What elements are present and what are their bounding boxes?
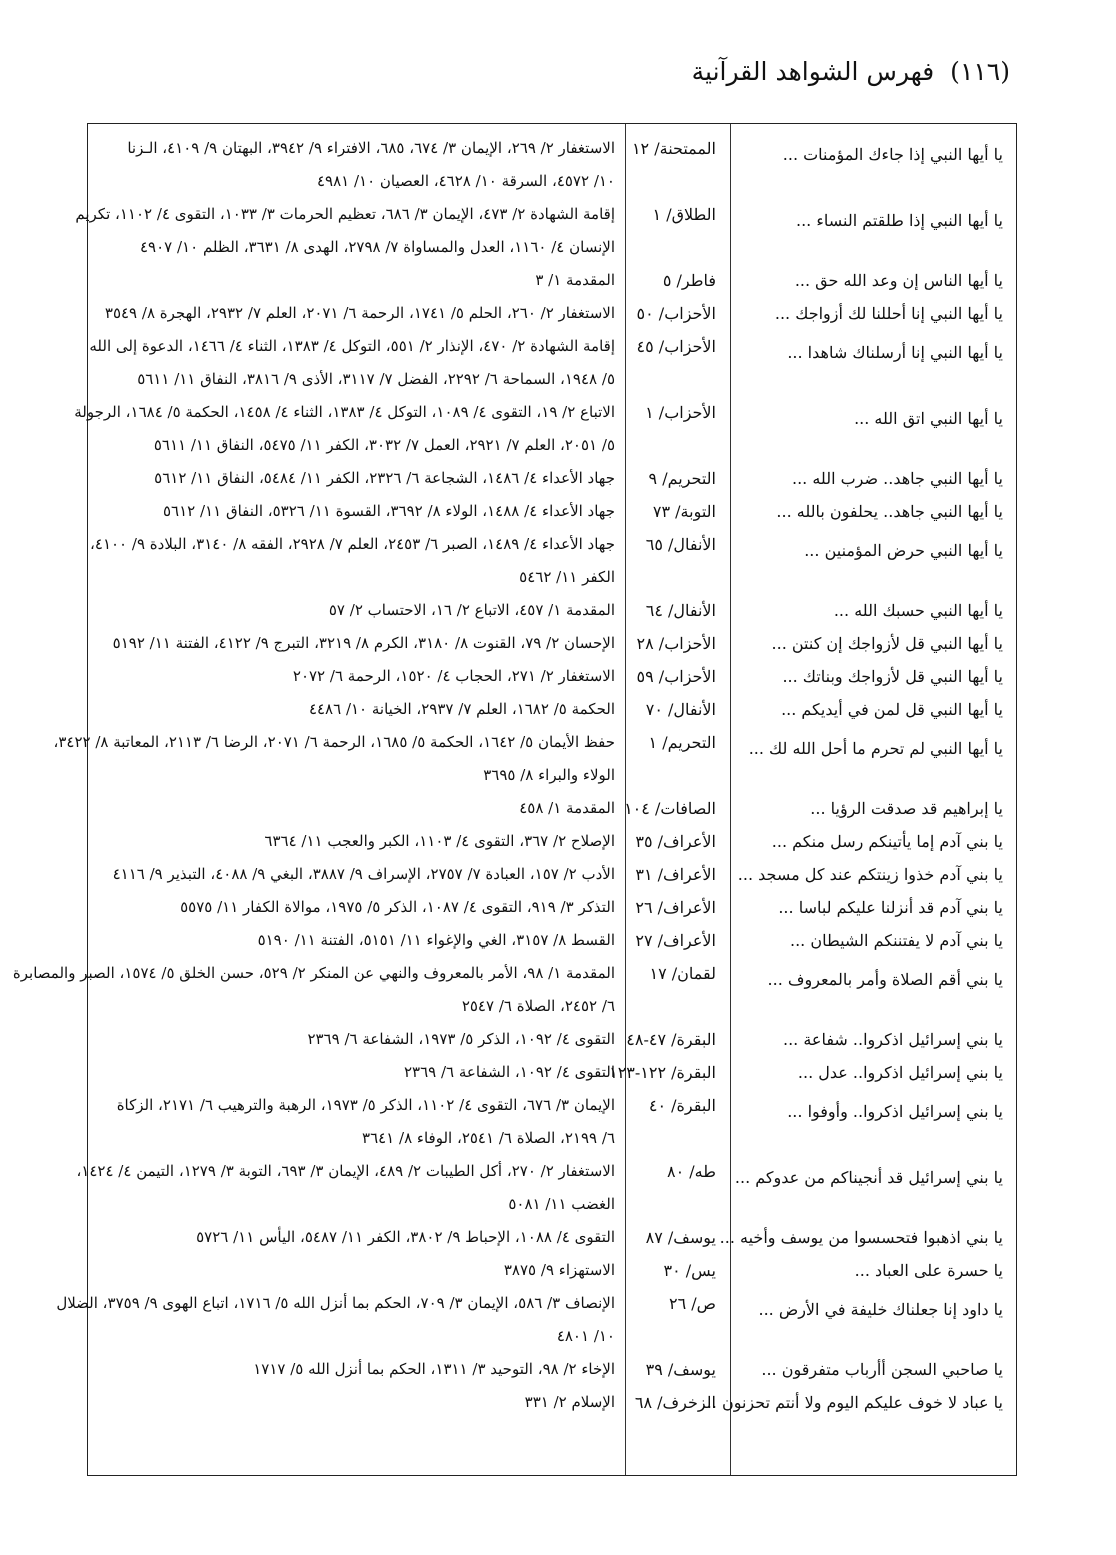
table-row [56, 1287, 1016, 1353]
surah-reference: الأحزاب/ ٥٩ [636, 667, 716, 686]
topic-references-line: ١٠/ ٤٥٧٢، السرقة ١٠/ ٤٦٢٨، العصيان ١٠/ ٤٩٨١ [316, 172, 615, 190]
table-row [88, 1023, 1016, 1056]
topic-references-line: جهاد الأعداء ٤/ ١٤٨٩، الصبر ٦/ ٢٤٥٣، العلم ٧/ ٢٩٢٨، الفقه ٨/ ٣١٤٠، البلادة ٩/ ٤١٠٠، [90, 535, 615, 553]
table-row [88, 297, 1016, 330]
table-rows [12, 132, 1016, 1419]
surah-reference: الأنفال/ ٧٠ [645, 700, 716, 719]
table-row [88, 693, 1016, 726]
topic-references-line: الغضب ١١/ ٥٠٨١ [508, 1195, 615, 1213]
surah-reference: التحريم/ ١ [648, 733, 716, 752]
topic-references [88, 495, 625, 528]
topic-references-line: الإنسان ٤/ ١١٦٠، العدل والمساواة ٧/ ٢٧٩٨، الهدى ٨/ ٣٦٣١، الظلم ١٠/ ٤٩٠٧ [139, 238, 615, 256]
topic-references-line: التقوى ٤/ ١٠٨٨، الإحباط ٩/ ٣٨٠٢، الكفر ١١/ ٥٤٨٧، اليأس ١١/ ٥٧٢٦ [196, 1228, 615, 1246]
topic-references-line: التقوى ٤/ ١٠٩٢، الشفاعة ٦/ ٢٣٦٩ [403, 1063, 615, 1081]
table-row [88, 660, 1016, 693]
topic-references-line: المقدمة ١/ ٤٥٨ [519, 799, 615, 817]
topic-references [12, 957, 625, 1023]
surah-reference: البقرة/ ٤٧-٤٨ [626, 1030, 716, 1049]
surah-reference: يوسف/ ٣٩ [645, 1360, 716, 1379]
topic-references-line: الكفر ١١/ ٥٤٦٢ [519, 568, 615, 586]
topic-references [88, 1221, 625, 1254]
surah-reference: الأحزاب/ ٥٠ [636, 304, 716, 323]
surah-reference: الأعراف/ ٣١ [635, 865, 716, 884]
surah-reference: فاطر/ ٥ [662, 271, 716, 290]
topic-references [88, 693, 625, 726]
table-row [88, 924, 1016, 957]
verse-text: يا بني آدم خذوا زينتكم عند كل مسجد ... [737, 865, 1003, 884]
topic-references-line: التذكر ٣/ ٩١٩، التقوى ٤/ ١٠٨٧، الذكر ٥/ ١٩٧٥، موالاة الكفار ١١/ ٥٥٧٥ [180, 898, 615, 916]
topic-references-line: المقدمة ١/ ٣ [535, 271, 615, 289]
topic-references-line: الإيمان ٣/ ٦٧٦، التقوى ٤/ ١١٠٢، الذكر ٥/ ١٩٧٣، الرهبة والترهيب ٦/ ٢١٧١، الزكاة [116, 1096, 615, 1114]
topic-references [53, 726, 625, 792]
topic-references-line: المقدمة ١/ ٩٨، الأمر بالمعروف والنهي عن المنكر ٢/ ٥٢٩، حسن الخلق ٥/ ١٥٧٤، الصبر والمصابرة [12, 964, 615, 982]
topic-references [88, 660, 625, 693]
page-title: فهرس الشواهد القرآنية [691, 57, 935, 86]
table-row [88, 264, 1016, 297]
table-row [88, 1353, 1016, 1386]
page-number: (١١٦) [950, 57, 1010, 86]
surah-reference: البقرة/ ١٢٢-١٢٣ [609, 1063, 716, 1082]
surah-reference: طه/ ٨٠ [667, 1162, 716, 1181]
topic-references [88, 330, 625, 396]
topic-references [88, 528, 625, 594]
table-row [88, 792, 1016, 825]
topic-references-line: الاستغفار ٢/ ٢٦٠، الحلم ٥/ ١٧٤١، الرحمة ٦/ ٢٠٧١، العلم ٧/ ٢٩٣٢، الهجرة ٨/ ٣٥٤٩ [104, 304, 615, 322]
verse-text: يا أيها النبي قل لأزواجك إن كنتن ... [771, 634, 1003, 653]
surah-reference: الصافات/ ١٠٤ [624, 799, 716, 818]
topic-references-line: الحكمة ٥/ ١٦٨٢، العلم ٧/ ٢٩٣٧، الخيانة ١٠/ ٤٤٨٦ [308, 700, 615, 718]
topic-references [88, 1386, 625, 1419]
surah-reference: يس/ ٣٠ [663, 1261, 716, 1280]
verse-text: يا بني إسرائيل اذكروا.. وأوفوا ... [787, 1102, 1003, 1121]
surah-reference: يوسف/ ٨٧ [645, 1228, 716, 1247]
verse-text: يا داود إنا جعلناك خليفة في الأرض ... [758, 1300, 1003, 1319]
table-row [88, 594, 1016, 627]
verse-text: يا أيها الناس إن وعد الله حق ... [794, 271, 1003, 290]
topic-references-line: الاتباع ٢/ ١٩، التقوى ٤/ ١٠٨٩، التوكل ٤/ ١٣٨٣، الثناء ٤/ ١٤٥٨، الحكمة ٥/ ١٦٨٤، الرجولة [74, 403, 615, 421]
topic-references-line: ٥/ ١٩٤٨، السماحة ٦/ ٢٢٩٢، الفضل ٧/ ٣١١٧، الأذى ٩/ ٣٨١٦، النفاق ١١/ ٥٦١١ [137, 370, 615, 388]
verse-text: يا أيها النبي قل لأزواجك وبناتك ... [782, 667, 1003, 686]
surah-reference: الأحزاب/ ٢٨ [636, 634, 716, 653]
surah-reference: البقرة/ ٤٠ [648, 1096, 716, 1115]
surah-reference: الأعراف/ ٢٦ [635, 898, 716, 917]
verse-text: يا بني أقم الصلاة وأمر بالمعروف ... [767, 970, 1003, 989]
surah-reference: لقمان/ ١٧ [649, 964, 716, 983]
table-row [88, 1221, 1016, 1254]
topic-references [76, 1155, 625, 1221]
verse-text: يا أيها النبي إذا طلقتم النساء ... [796, 211, 1003, 230]
topic-references-line: ٦/ ٢٤٥٢، الصلاة ٦/ ٢٥٤٧ [461, 997, 615, 1015]
topic-references-line: جهاد الأعداء ٤/ ١٤٨٦، الشجاعة ٦/ ٢٣٢٦، الكفر ١١/ ٥٤٨٤، النفاق ١١/ ٥٦١٢ [154, 469, 615, 487]
verse-text: يا أيها النبي إنا أرسلناك شاهدا ... [787, 343, 1003, 362]
table-row [88, 1089, 1016, 1155]
quran-verses-index-table [12, 123, 1017, 1476]
topic-references-line: القسط ٨/ ٣١٥٧، الغي والإغواء ١١/ ٥١٥١، الفتنة ١١/ ٥١٩٠ [257, 931, 615, 949]
surah-reference: الأحزاب/ ٤٥ [636, 337, 716, 356]
topic-references-line: ٦/ ٢١٩٩، الصلاة ٦/ ٢٥٤١، الوفاء ٨/ ٣٦٤١ [362, 1129, 615, 1147]
page-header [650, 52, 1010, 92]
topic-references-line: الاستهزاء ٩/ ٣٨٧٥ [503, 1261, 615, 1279]
topic-references [88, 1089, 625, 1155]
topic-references [88, 132, 625, 198]
topic-references-line: الإسلام ٢/ ٣٣١ [524, 1393, 615, 1411]
topic-references [88, 825, 625, 858]
surah-reference: الطلاق/ ١ [652, 205, 716, 224]
surah-reference: الأنفال/ ٦٥ [645, 535, 716, 554]
table-row [88, 462, 1016, 495]
topic-references [88, 462, 625, 495]
topic-references [88, 1353, 625, 1386]
table-row [88, 825, 1016, 858]
table-row [76, 1155, 1016, 1221]
surah-reference: الأحزاب/ ١ [645, 403, 716, 422]
verse-text: يا بني آدم قد أنزلنا عليكم لباسا ... [778, 898, 1003, 917]
table-row [88, 1056, 1016, 1089]
verse-text: يا بني إسرائيل قد أنجيناكم من عدوكم ... [734, 1168, 1003, 1187]
verse-text: يا بني آدم إما يأتينكم رسل منكم ... [771, 832, 1003, 851]
table-row [88, 528, 1016, 594]
table-row [74, 396, 1016, 462]
table-row [88, 1254, 1016, 1287]
verse-text: يا بني إسرائيل اذكروا.. شفاعة ... [782, 1030, 1003, 1049]
surah-reference: الأنفال/ ٦٤ [645, 601, 716, 620]
topic-references-line: حفظ الأيمان ٥/ ١٦٤٢، الحكمة ٥/ ١٦٨٥، الرحمة ٦/ ٢٠٧١، الرضا ٦/ ٢١١٣، المعاتبة ٨/ ٣٤٢٢، [53, 733, 615, 751]
topic-references-line: الولاء والبراء ٨/ ٣٦٩٥ [483, 766, 615, 784]
table-row [88, 627, 1016, 660]
topic-references [75, 198, 625, 264]
topic-references-line: الاستغفار ٢/ ٢٧٠، أكل الطيبات ٢/ ٤٨٩، الإيمان ٣/ ٦٩٣، التوبة ٣/ ١٢٧٩، التيمن ٤/ ١٤٢٤، [76, 1162, 615, 1180]
topic-references [88, 1254, 625, 1287]
surah-reference: الأعراف/ ٢٧ [635, 931, 716, 950]
topic-references [88, 1056, 625, 1089]
topic-references [56, 1287, 625, 1353]
topic-references-line: المقدمة ١/ ٤٥٧، الاتباع ٢/ ١٦، الاحتساب ٢/ ٥٧ [328, 601, 615, 619]
table-row [88, 330, 1016, 396]
table-row [88, 132, 1016, 198]
surah-reference: التحريم/ ٩ [648, 469, 716, 488]
table-row [88, 495, 1016, 528]
topic-references [74, 396, 625, 462]
verse-text: يا صاحبي السجن أأرباب متفرقون ... [761, 1360, 1003, 1379]
verse-text: يا أيها النبي اتق الله ... [854, 409, 1003, 428]
verse-text: يا أيها النبي جاهد.. يحلفون بالله ... [776, 502, 1003, 521]
topic-references-line: الإصلاح ٢/ ٣٦٧، التقوى ٤/ ١١٠٣، الكبر والعجب ١١/ ٦٣٦٤ [264, 832, 615, 850]
surah-reference: الممتحنة/ ١٢ [631, 139, 716, 158]
topic-references-line: إقامة الشهادة ٢/ ٤٧٠، الإنذار ٢/ ٥٥١، التوكل ٤/ ١٣٨٣، الثناء ٤/ ١٤٦٦، الدعوة إلى الله [89, 337, 615, 355]
verse-text: يا أيها النبي قل لمن في أيديكم ... [781, 700, 1003, 719]
topic-references [88, 891, 625, 924]
topic-references-line: الإحسان ٢/ ٧٩، القنوت ٨/ ٣١٨٠، الكرم ٨/ ٣٢١٩، التبرج ٩/ ٤١٢٢، الفتنة ١١/ ٥١٩٢ [112, 634, 615, 652]
verse-text: يا بني آدم لا يفتننكم الشيطان ... [789, 931, 1003, 950]
topic-references [88, 1023, 625, 1056]
topic-references-line: الأدب ٢/ ١٥٧، العبادة ٧/ ٢٧٥٧، الإسراف ٩/ ٣٨٨٧، البغي ٩/ ٤٠٨٨، التبذير ٩/ ٤١١٦ [112, 865, 615, 883]
topic-references-line: إقامة الشهادة ٢/ ٤٧٣، الإيمان ٣/ ٦٨٦، تعظيم الحرمات ٣/ ١٠٣٣، التقوى ٤/ ١١٠٢، تكريم [75, 205, 615, 223]
surah-reference: الأعراف/ ٣٥ [635, 832, 716, 851]
verse-text: يا أيها النبي حسبك الله ... [833, 601, 1003, 620]
topic-references-line: التقوى ٤/ ١٠٩٢، الذكر ٥/ ١٩٧٣، الشفاعة ٦/ ٢٣٦٩ [307, 1030, 615, 1048]
surah-reference: الزخرف/ ٦٨ [634, 1393, 716, 1412]
verse-text: يا عباد لا خوف عليكم اليوم ولا أنتم تحزنون ... [701, 1393, 1003, 1412]
table-row [75, 198, 1016, 264]
topic-references-line: جهاد الأعداء ٤/ ١٤٨٨، الولاء ٨/ ٣٦٩٢، القسوة ١١/ ٥٣٢٦، النفاق ١١/ ٥٦١٢ [162, 502, 615, 520]
topic-references-line: الإنصاف ٣/ ٥٨٦، الإيمان ٣/ ٧٠٩، الحكم بما أنزل الله ٥/ ١٧١٦، اتباع الهوى ٩/ ٣٧٥٩، الضلال [56, 1294, 615, 1312]
table-row [88, 891, 1016, 924]
topic-references-line: ٥/ ٢٠٥١، العلم ٧/ ٢٩٢١، العمل ٧/ ٣٠٣٢، الكفر ١١/ ٥٤٧٥، النفاق ١١/ ٥٦١١ [153, 436, 615, 454]
verse-text: يا أيها النبي جاهد.. ضرب الله ... [791, 469, 1003, 488]
surah-reference: التوبة/ ٧٣ [652, 502, 716, 521]
topic-references [88, 594, 625, 627]
verse-text: يا بني إسرائيل اذكروا.. عدل ... [797, 1063, 1003, 1082]
verse-text: يا بني اذهبوا فتحسسوا من يوسف وأخيه ... [719, 1228, 1003, 1247]
topic-references-line: الاستغفار ٢/ ٢٧١، الحجاب ٤/ ١٥٢٠، الرحمة ٦/ ٢٠٧٢ [292, 667, 615, 685]
verse-text: يا أيها النبي إذا جاءك المؤمنات ... [782, 145, 1003, 164]
surah-reference: ص/ ٢٦ [668, 1294, 716, 1313]
verse-text: يا أيها النبي إنا أحللنا لك أزواجك ... [774, 304, 1003, 323]
verse-text: يا حسرة على العباد ... [854, 1261, 1003, 1280]
topic-references [88, 858, 625, 891]
topic-references [88, 627, 625, 660]
topic-references [88, 924, 625, 957]
topic-references [88, 792, 625, 825]
topic-references-line: الاستغفار ٢/ ٢٦٩، الإيمان ٣/ ٦٧٤، ٦٨٥، الافتراء ٩/ ٣٩٤٢، البهتان ٩/ ٤١٠٩، الـزنا [127, 139, 615, 157]
topic-references [88, 297, 625, 330]
verse-text: يا إبراهيم قد صدقت الرؤيا ... [810, 799, 1003, 818]
table-row [12, 957, 1016, 1023]
topic-references-line: الإخاء ٢/ ٩٨، التوحيد ٣/ ١٣١١، الحكم بما أنزل الله ٥/ ١٧١٧ [253, 1360, 615, 1378]
table-row [88, 1386, 1016, 1419]
table-row [88, 858, 1016, 891]
verse-text: يا أيها النبي حرض المؤمنين ... [804, 541, 1003, 560]
table-row [53, 726, 1016, 792]
topic-references [88, 264, 625, 297]
topic-references-line: ١٠/ ٤٨٠١ [556, 1327, 615, 1345]
verse-text: يا أيها النبي لم تحرم ما أحل الله لك ... [748, 739, 1003, 758]
